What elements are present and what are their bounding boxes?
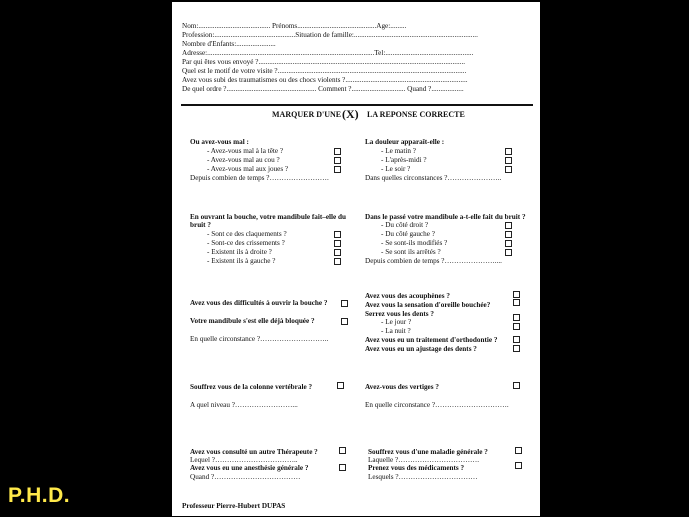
pain-circumstances: Dans quelles circonstances ?………………….. bbox=[365, 174, 502, 182]
checkbox[interactable] bbox=[513, 382, 520, 389]
checkbox[interactable] bbox=[505, 240, 512, 247]
checkbox[interactable] bbox=[337, 382, 344, 389]
mandible-noise-item: - Existent ils à gauche ? bbox=[207, 257, 276, 265]
therapist-which: Lequel ?…………………………….. bbox=[190, 456, 298, 464]
profession-field: Profession:.............................................Situation de famille:..................................................................... bbox=[182, 31, 478, 39]
orthodontics-question: Avez vous eu un traitement d'orthodontie ? bbox=[365, 336, 498, 344]
illness-question: Souffrez vous d'une maladie générale ? bbox=[368, 448, 488, 456]
checkbox[interactable] bbox=[341, 300, 348, 307]
checkbox[interactable] bbox=[334, 249, 341, 256]
checkbox[interactable] bbox=[505, 157, 512, 164]
pain-duration: Depuis combien de temps ?……………………. bbox=[190, 174, 329, 182]
checkbox[interactable] bbox=[513, 323, 520, 330]
opening-circumstance: En quelle circonstance ?……………………….. bbox=[190, 335, 329, 343]
pain-time-item: - Le soir ? bbox=[381, 165, 411, 173]
mandible-past-item: - Se sont ils arrêtés ? bbox=[381, 248, 441, 256]
checkbox[interactable] bbox=[505, 148, 512, 155]
signature: Professeur Pierre-Hubert DUPAS bbox=[182, 502, 286, 510]
medication-question: Prenez vous des médicaments ? bbox=[368, 464, 465, 472]
checkbox[interactable] bbox=[515, 447, 522, 454]
vertigo-circumstance: En quelle circonstance ?…………………………. bbox=[365, 401, 509, 409]
tooth-adjust-question: Avez vous eu un ajustage des dents ? bbox=[365, 345, 477, 353]
checkbox[interactable] bbox=[513, 291, 520, 298]
questionnaire-sheet bbox=[172, 2, 540, 516]
checkbox[interactable] bbox=[515, 462, 522, 469]
checkbox[interactable] bbox=[334, 258, 341, 265]
illness-which: Laquelle ?……………………………. bbox=[368, 456, 479, 464]
trauma-detail-field: De quel ordre ?.................................................. Comment ?.............................. Quand ?.................. bbox=[182, 85, 464, 93]
mandible-past-heading: Dans le passé votre mandibule a-t-elle fait du bruit ? bbox=[365, 213, 526, 221]
mandible-past-item: - Se sont-ils modifiés ? bbox=[381, 239, 448, 247]
tinnitus-question: Avez vous des acouphènes ? bbox=[365, 292, 450, 300]
header-rule bbox=[181, 104, 533, 106]
mandible-past-item: - Du côté droit ? bbox=[381, 221, 429, 229]
visit-reason-field: Quel est le motif de votre visite ?......................................................................................................... bbox=[182, 67, 467, 75]
pain-time-heading: La douleur apparaît-elle : bbox=[365, 138, 445, 146]
mandible-past-item: - Du côté gauche ? bbox=[381, 230, 435, 238]
checkbox[interactable] bbox=[513, 345, 520, 352]
instruction-mark: (X) bbox=[342, 107, 359, 121]
checkbox[interactable] bbox=[505, 249, 512, 256]
clench-day: - Le jour ? bbox=[381, 318, 412, 326]
checkbox[interactable] bbox=[334, 240, 341, 247]
pain-heading: Ou avez-vous mal : bbox=[190, 138, 249, 146]
clench-question: Serrez vous les dents ? bbox=[365, 310, 434, 318]
checkbox[interactable] bbox=[505, 231, 512, 238]
pain-item: - Avez-vous mal au cou ? bbox=[207, 156, 280, 164]
checkbox[interactable] bbox=[339, 464, 346, 471]
instruction-left: MARQUER D'UNE bbox=[272, 110, 342, 119]
mandible-locked-question: Votre mandibule s'est elle déjà bloquée ? bbox=[190, 317, 315, 325]
spine-level: A quel niveau ?……………………... bbox=[190, 401, 298, 409]
referrer-field: Par qui êtes vous envoyé ?................................................................................................................... bbox=[182, 58, 466, 66]
vertigo-question: Avez-vous des vertiges ? bbox=[365, 383, 439, 391]
checkbox[interactable] bbox=[505, 222, 512, 229]
medication-which: Lesquels ?…………………………… bbox=[368, 473, 478, 481]
children-field: Nombre d'Enfants:...................... bbox=[182, 40, 276, 48]
mandible-noise-heading-2: bruit ? bbox=[190, 221, 211, 229]
checkbox[interactable] bbox=[334, 166, 341, 173]
clench-night: - La nuit ? bbox=[381, 327, 411, 335]
spine-question: Souffrez vous de la colonne vertébrale ? bbox=[190, 383, 313, 391]
pain-item: - Avez-vous mal aux joues ? bbox=[207, 165, 289, 173]
corner-label: P.H.D. bbox=[8, 484, 71, 507]
blocked-ear-question: Avez vous la sensation d'oreille bouchée? bbox=[365, 301, 491, 309]
instruction-right: LA REPONSE CORRECTE bbox=[367, 110, 465, 119]
opening-difficulty-question: Avez vous des difficultés à ouvrir la bouche ? bbox=[190, 299, 328, 307]
trauma-field: Avez vous subi des traumatismes ou des chocs violents ?.................................................................... bbox=[182, 76, 468, 84]
mandible-past-duration: Depuis combien de temps ?………………….... bbox=[365, 257, 502, 265]
checkbox[interactable] bbox=[513, 299, 520, 306]
address-field: Adresse:.............................................................................................Tel:................................................. bbox=[182, 49, 474, 57]
checkbox[interactable] bbox=[505, 166, 512, 173]
checkbox[interactable] bbox=[334, 157, 341, 164]
checkbox[interactable] bbox=[513, 336, 520, 343]
mandible-noise-heading: En ouvrant la bouche, votre mandibule fait–elle du bbox=[190, 213, 347, 221]
therapist-question: Avez vous consulté un autre Thérapeute ? bbox=[190, 448, 318, 456]
mandible-noise-item: - Existent ils à droite ? bbox=[207, 248, 272, 256]
mandible-noise-item: - Sont-ce des crissements ? bbox=[207, 239, 285, 247]
checkbox[interactable] bbox=[334, 231, 341, 238]
anesthesia-question: Avez vous eu une anesthésie générale ? bbox=[190, 464, 309, 472]
checkbox[interactable] bbox=[339, 447, 346, 454]
pain-time-item: - L'après-midi ? bbox=[381, 156, 427, 164]
pain-time-item: - Le matin ? bbox=[381, 147, 416, 155]
checkbox[interactable] bbox=[513, 314, 520, 321]
checkbox[interactable] bbox=[334, 148, 341, 155]
name-field: Nom:........................................ Prénoms............................................Age:......... bbox=[182, 22, 407, 30]
pain-item: - Avez-vous mal à la tête ? bbox=[207, 147, 284, 155]
mandible-noise-item: - Sont ce des claquements ? bbox=[207, 230, 287, 238]
checkbox[interactable] bbox=[341, 318, 348, 325]
anesthesia-when: Quand ?……………………………… bbox=[190, 473, 301, 481]
